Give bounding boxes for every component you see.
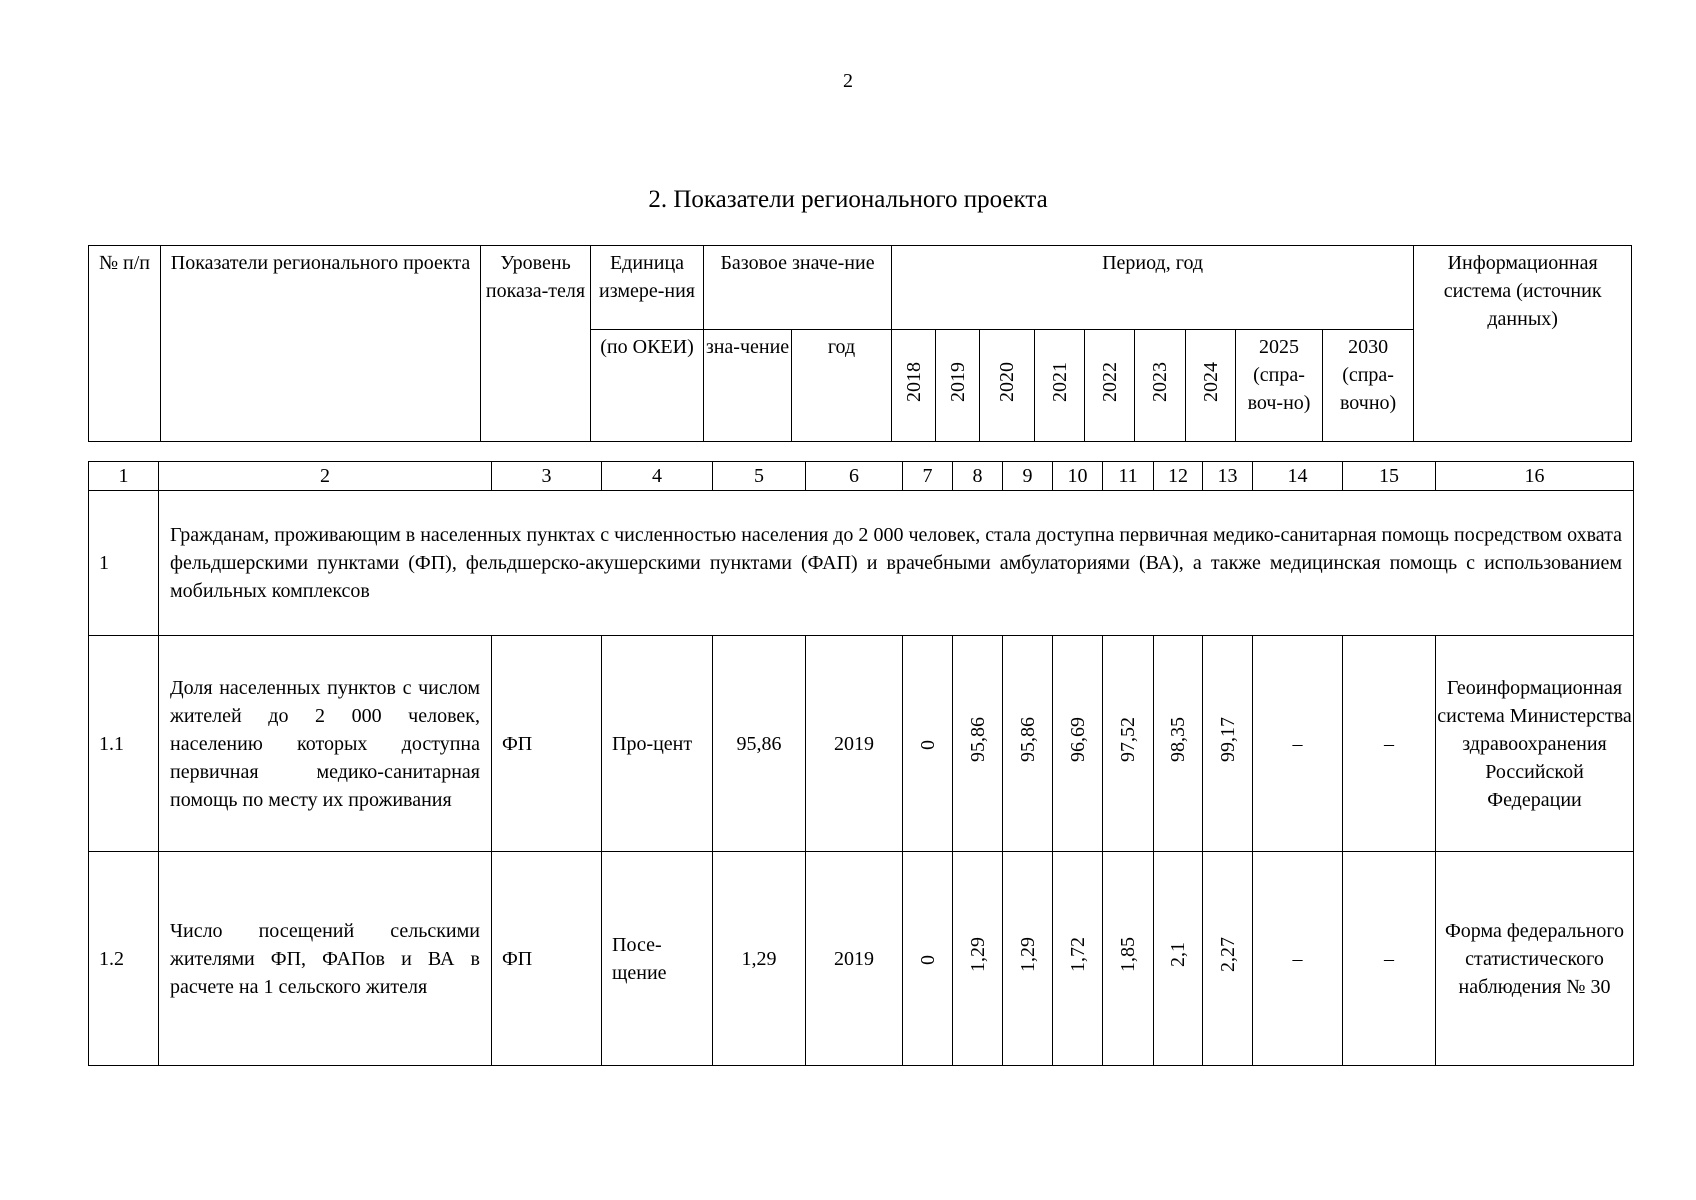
row-num: 1.2 xyxy=(89,852,159,1066)
row-value-text: 95,86 xyxy=(1016,717,1039,762)
header-year xyxy=(1135,330,1186,442)
row-value xyxy=(1103,636,1154,852)
row-value xyxy=(953,636,1003,852)
column-number: 3 xyxy=(492,462,602,491)
page-number: 2 xyxy=(843,70,853,92)
row-value xyxy=(1154,636,1203,852)
row-value-text: 1,72 xyxy=(1066,937,1089,972)
row-num: 1.1 xyxy=(89,636,159,852)
header-unit-okei: (по ОКЕИ) xyxy=(591,330,704,442)
header-year xyxy=(936,330,980,442)
header-year xyxy=(1186,330,1236,442)
row-unit: Посе-щение xyxy=(602,852,713,1066)
row-base-value: 1,29 xyxy=(713,852,806,1066)
row-value xyxy=(1203,852,1253,1066)
row-value-text: 2,27 xyxy=(1216,937,1239,972)
column-number: 16 xyxy=(1436,462,1634,491)
column-number: 2 xyxy=(159,462,492,491)
row-value xyxy=(1053,636,1103,852)
goal-text: Гражданам, проживающим в населенных пунктах с численностью населения до 2 000 человек, стала доступна первичная медико-санитарная помощь посредством охвата фельдшерскими пунктами (ФП), фельдшерско-акушерскими пунктами (ФАП) и врачебными амбулаториями (ВА), а также медицинская помощь с использованием мобильных комплексов xyxy=(159,491,1634,636)
column-number: 9 xyxy=(1003,462,1053,491)
row-base-year: 2019 xyxy=(806,852,903,1066)
row-value-2025: – xyxy=(1253,636,1343,852)
header-level: Уровень показа-теля xyxy=(481,246,591,442)
row-value-text: 2,1 xyxy=(1167,942,1189,967)
row-value-text: 0 xyxy=(916,739,939,750)
row-base-year: 2019 xyxy=(806,636,903,852)
row-value-text: 96,69 xyxy=(1066,717,1089,762)
row-value xyxy=(1203,636,1253,852)
header-year-2025: 2025 (спра-воч-но) xyxy=(1236,330,1323,442)
header-year xyxy=(892,330,936,442)
header-base-value: зна-чение xyxy=(704,330,792,442)
column-number: 5 xyxy=(713,462,806,491)
row-value xyxy=(1154,852,1203,1066)
header-period: Период, год xyxy=(892,246,1414,330)
column-number: 7 xyxy=(903,462,953,491)
column-number-row xyxy=(89,462,1634,491)
column-number: 11 xyxy=(1103,462,1154,491)
header-year xyxy=(980,330,1035,442)
goal-row xyxy=(89,491,1634,636)
row-value xyxy=(1003,636,1053,852)
body-table xyxy=(88,461,1634,1066)
row-indicator: Доля населенных пунктов с числом жителей до 2 000 человек, населению которых доступна первичная медико-санитарная помощь по месту их проживания xyxy=(159,636,492,852)
row-indicator: Число посещений сельскими жителями ФП, ФАПов и ВА в расчете на 1 сельского жителя xyxy=(159,852,492,1066)
row-value-text: 97,52 xyxy=(1117,717,1139,762)
header-year-label: 2021 xyxy=(1048,361,1071,402)
section-title: 2. Показатели регионального проекта xyxy=(648,186,1048,213)
table-row xyxy=(89,636,1634,852)
table-row xyxy=(89,852,1634,1066)
row-value-text: 98,35 xyxy=(1167,717,1189,762)
column-number: 8 xyxy=(953,462,1003,491)
header-year xyxy=(1035,330,1085,442)
row-value xyxy=(1103,852,1154,1066)
row-value-2030: – xyxy=(1343,852,1436,1066)
header-year-label: 2020 xyxy=(996,361,1019,402)
row-value-text: 95,86 xyxy=(966,717,989,762)
row-value-2030: – xyxy=(1343,636,1436,852)
column-number: 6 xyxy=(806,462,903,491)
column-number: 15 xyxy=(1343,462,1436,491)
header-year-label: 2023 xyxy=(1149,361,1172,402)
header-year xyxy=(1085,330,1135,442)
column-number: 12 xyxy=(1154,462,1203,491)
row-value xyxy=(903,636,953,852)
header-base: Базовое значе-ние xyxy=(704,246,892,330)
header-year-label: 2018 xyxy=(902,361,925,402)
row-source: Геоинформационная система Министерства здравоохранения Российской Федерации xyxy=(1436,636,1634,852)
column-number: 4 xyxy=(602,462,713,491)
header-base-year: год xyxy=(792,330,892,442)
header-num: № п/п xyxy=(89,246,161,442)
header-year-label: 2024 xyxy=(1199,361,1222,402)
row-value-2025: – xyxy=(1253,852,1343,1066)
row-value-text: 1,85 xyxy=(1117,937,1139,972)
header-source: Информационная система (источник данных) xyxy=(1414,246,1632,442)
header-year-2030: 2030 (спра-вочно) xyxy=(1323,330,1414,442)
row-value xyxy=(903,852,953,1066)
column-number: 1 xyxy=(89,462,159,491)
row-value xyxy=(1053,852,1103,1066)
header-year-label: 2019 xyxy=(946,361,969,402)
row-source: Форма федерального статистического наблюдения № 30 xyxy=(1436,852,1634,1066)
row-unit: Про-цент xyxy=(602,636,713,852)
row-value-text: 1,29 xyxy=(1016,937,1039,972)
goal-num: 1 xyxy=(89,491,159,636)
row-value xyxy=(1003,852,1053,1066)
row-value xyxy=(953,852,1003,1066)
header-indicator: Показатели регионального проекта xyxy=(161,246,481,442)
column-number: 14 xyxy=(1253,462,1343,491)
row-level: ФП xyxy=(492,852,602,1066)
header-table xyxy=(88,245,1632,442)
row-value-text: 1,29 xyxy=(966,937,989,972)
header-unit: Единица измере-ния xyxy=(591,246,704,330)
column-number: 10 xyxy=(1053,462,1103,491)
row-value-text: 99,17 xyxy=(1216,717,1239,762)
row-base-value: 95,86 xyxy=(713,636,806,852)
row-level: ФП xyxy=(492,636,602,852)
column-number: 13 xyxy=(1203,462,1253,491)
header-year-label: 2022 xyxy=(1098,361,1121,402)
row-value-text: 0 xyxy=(916,954,939,965)
